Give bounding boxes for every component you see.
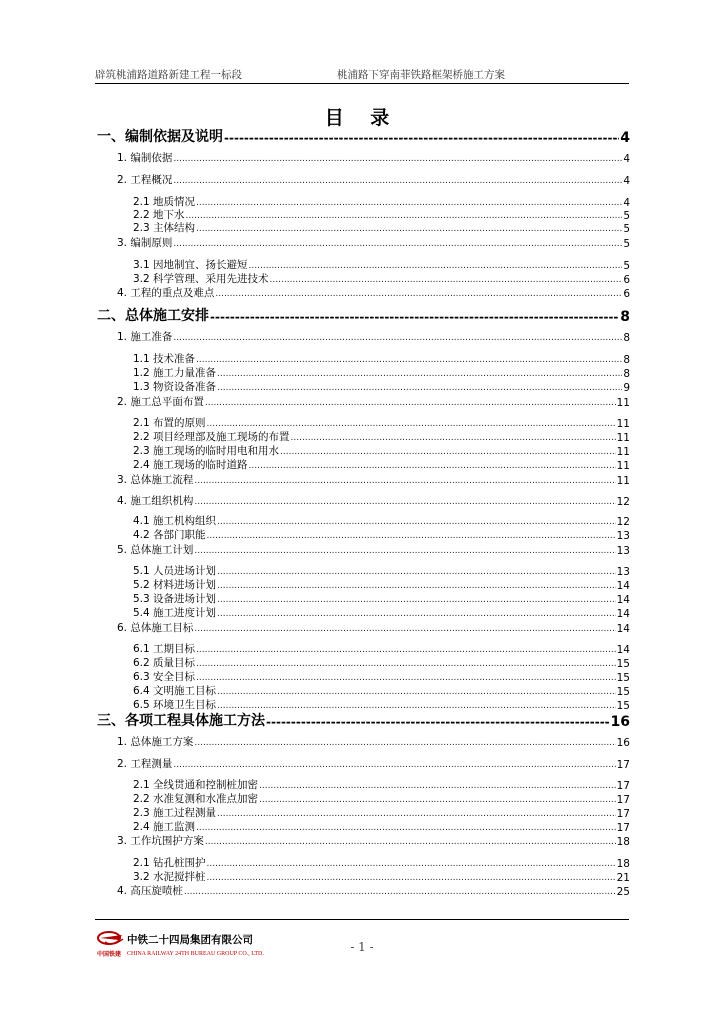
toc-entry-label: 6.2 质量目标	[133, 657, 196, 669]
toc-entry-page-number: 5	[623, 238, 630, 250]
toc-entry-page-number: 17	[616, 822, 630, 834]
toc-entry-level-3[interactable]	[133, 564, 630, 578]
toc-entry-level-2[interactable]	[117, 330, 630, 344]
toc-leader-dots	[249, 261, 623, 272]
toc-entry-level-2[interactable]	[117, 757, 630, 771]
toc-leader-dots	[194, 546, 615, 557]
toc-entry-page-number: 16	[610, 714, 630, 730]
toc-leader-dots	[207, 873, 616, 884]
toc-entry-label: 1.2 施工力量准备	[133, 367, 217, 379]
toc-entry-page-number: 4	[620, 130, 630, 146]
toc-entry-page-number: 17	[616, 780, 630, 792]
toc-leader-dots	[207, 531, 616, 542]
toc-entry-label: 三、各项工程具体施工方法	[97, 713, 265, 729]
toc-leader-dots	[194, 624, 615, 635]
toc-entry-page-number: 4	[623, 175, 630, 187]
toc-entry-level-3[interactable]	[133, 416, 630, 430]
toc-leader-dots	[196, 659, 616, 670]
toc-entry-level-3[interactable]	[133, 444, 630, 458]
page-number: - 1 -	[350, 940, 374, 954]
toc-entry-level-3[interactable]	[133, 856, 630, 870]
toc-leader-dots	[217, 567, 616, 578]
toc-entry-label: 2.4 施工监测	[133, 821, 196, 833]
toc-leader-dots	[194, 497, 615, 508]
toc-entry-page-number: 17	[616, 759, 630, 771]
toc-entry-page-number: 14	[616, 623, 630, 635]
company-english-name: CHINA RAILWAY 24TH BUREAU GROUP CO., LTD.	[127, 951, 264, 957]
toc-entry-level-3[interactable]	[133, 606, 630, 620]
toc-leader-dots	[184, 887, 616, 898]
toc-leader-dots	[259, 795, 616, 806]
toc-entry-label: 3. 工作坑围护方案	[117, 835, 204, 847]
toc-entry-level-2[interactable]	[117, 286, 630, 300]
toc-entry-label: 3. 总体施工流程	[117, 474, 194, 486]
toc-entry-label: 1. 编制依据	[117, 152, 173, 164]
toc-entry-label: 3.1 因地制宜、扬长避短	[133, 259, 248, 271]
toc-leader-dots	[196, 355, 622, 366]
toc-entry-level-2[interactable]	[117, 236, 630, 250]
toc-entry-label: 1. 总体施工方案	[117, 736, 194, 748]
toc-entry-page-number: 15	[616, 658, 630, 670]
toc-entry-page-number: 14	[616, 580, 630, 592]
toc-entry-level-2[interactable]	[117, 884, 630, 898]
toc-entry-label: 6.5 环境卫生目标	[133, 699, 217, 711]
page-header	[95, 64, 629, 84]
toc-entry-page-number: 15	[616, 686, 630, 698]
toc-entry-page-number: 8	[623, 368, 630, 380]
toc-leader-dots	[224, 130, 619, 146]
toc-entry-page-number: 6	[623, 288, 630, 300]
toc-leader-dots	[210, 309, 619, 325]
toc-leader-dots	[196, 224, 622, 235]
toc-entry-label: 5.1 人员进场计划	[133, 565, 217, 577]
toc-leader-dots	[207, 859, 616, 870]
toc-entry-page-number: 9	[623, 382, 630, 394]
toc-entry-page-number: 8	[620, 309, 630, 325]
toc-entry-label: 2.4 施工现场的临时道路	[133, 459, 248, 471]
toc-entry-page-number: 4	[623, 197, 630, 209]
toc-entry-page-number: 12	[616, 516, 630, 528]
toc-leader-dots	[217, 369, 622, 380]
toc-entry-level-3[interactable]	[133, 578, 630, 592]
toc-leader-dots	[270, 275, 623, 286]
toc-entry-page-number: 14	[616, 594, 630, 606]
toc-entry-label: 6.1 工期目标	[133, 643, 196, 655]
toc-entry-label: 2.1 布置的原则	[133, 417, 206, 429]
toc-entry-level-3[interactable]	[133, 430, 630, 444]
toc-entry-page-number: 5	[623, 223, 630, 235]
toc-entry-label: 2.2 地下水	[133, 209, 185, 221]
toc-leader-dots	[173, 176, 622, 187]
toc-entry-level-3[interactable]	[133, 221, 630, 235]
toc-entry-label: 2. 工程概况	[117, 174, 173, 186]
toc-entry-level-3[interactable]	[133, 642, 630, 656]
toc-entry-page-number: 18	[616, 836, 630, 848]
toc-entry-label: 6.4 文明施工目标	[133, 685, 217, 697]
toc-entry-page-number: 15	[616, 672, 630, 684]
toc-entry-label: 3. 编制原则	[117, 237, 173, 249]
toc-entry-label: 3.2 水泥搅拌桩	[133, 871, 206, 883]
toc-entry-label: 4.1 施工机构组织	[133, 515, 217, 527]
toc-entry-level-3[interactable]	[133, 592, 630, 606]
toc-entry-label: 5.4 施工进度计划	[133, 607, 217, 619]
toc-leader-dots	[196, 823, 616, 834]
toc-entry-page-number: 11	[616, 432, 630, 444]
company-name: 中铁二十四局集团有限公司	[127, 934, 253, 946]
toc-entry-page-number: 13	[616, 545, 630, 557]
toc-leader-dots	[217, 581, 616, 592]
toc-entry-label: 4. 施工组织机构	[117, 495, 194, 507]
toc-leader-dots	[280, 447, 616, 458]
toc-leader-dots	[217, 383, 622, 394]
toc-entry-label: 一、编制依据及说明	[97, 129, 223, 145]
toc-entry-level-2[interactable]	[117, 834, 630, 848]
toc-title: 目 录	[324, 107, 400, 129]
toc-entry-level-3[interactable]	[133, 366, 630, 380]
toc-entry-level-1[interactable]	[97, 710, 630, 730]
toc-entry-level-3[interactable]	[133, 458, 630, 472]
toc-entry-label: 5.2 材料进场计划	[133, 579, 217, 591]
toc-entry-page-number: 16	[616, 737, 630, 749]
toc-entry-page-number: 11	[616, 446, 630, 458]
toc-entry-page-number: 18	[616, 858, 630, 870]
toc-leader-dots	[217, 687, 616, 698]
toc-entry-page-number: 12	[616, 496, 630, 508]
toc-entry-level-3[interactable]	[133, 870, 630, 884]
toc-entry-level-3[interactable]	[133, 195, 630, 209]
toc-entry-level-3[interactable]	[133, 352, 630, 366]
toc-entry-page-number: 25	[616, 886, 630, 898]
toc-entry-page-number: 11	[616, 397, 630, 409]
toc-leader-dots	[259, 781, 616, 792]
toc-leader-dots	[196, 645, 616, 656]
toc-entry-level-3[interactable]	[133, 272, 630, 286]
toc-entry-page-number: 14	[616, 608, 630, 620]
toc-entry-page-number: 4	[623, 153, 630, 165]
toc-entry-level-3[interactable]	[133, 258, 630, 272]
toc-entry-level-3[interactable]	[133, 514, 630, 528]
toc-entry-label: 2. 工程测量	[117, 758, 173, 770]
toc-entry-label: 2.3 施工现场的临时用电和用水	[133, 445, 280, 457]
toc-entry-page-number: 14	[616, 644, 630, 656]
toc-entry-label: 2.1 钻孔桩围护	[133, 857, 206, 869]
toc-entry-level-2[interactable]	[117, 395, 630, 409]
toc-leader-dots	[291, 433, 616, 444]
toc-leader-dots	[217, 609, 616, 620]
toc-leader-dots	[217, 809, 616, 820]
toc-entry-label: 2.1 地质情况	[133, 196, 196, 208]
toc-leader-dots	[173, 154, 622, 165]
toc-entry-label: 2. 施工总平面布置	[117, 396, 204, 408]
toc-leader-dots	[194, 738, 615, 749]
toc-entry-level-3[interactable]	[133, 528, 630, 542]
toc-entry-level-2[interactable]	[117, 543, 630, 557]
toc-entry-level-3[interactable]	[133, 380, 630, 394]
toc-entry-level-3[interactable]	[133, 208, 630, 222]
toc-entry-label: 2.2 水准复测和水准点加密	[133, 793, 259, 805]
toc-entry-level-1[interactable]	[97, 305, 630, 325]
toc-entry-label: 1. 施工准备	[117, 331, 173, 343]
toc-entry-label: 5. 总体施工计划	[117, 544, 194, 556]
toc-entry-label: 4. 高压旋喷桩	[117, 885, 183, 897]
toc-entry-level-2[interactable]	[117, 735, 630, 749]
toc-entry-label: 1.3 物资设备准备	[133, 381, 217, 393]
toc-leader-dots	[205, 837, 616, 848]
toc-entry-level-3[interactable]	[133, 792, 630, 806]
toc-leader-dots	[217, 595, 616, 606]
toc-entry-level-3[interactable]	[133, 656, 630, 670]
toc-entry-label: 6.3 安全目标	[133, 671, 196, 683]
toc-entry-label: 4. 工程的重点及难点	[117, 287, 215, 299]
header-document-name: 桃浦路下穿南菲铁路框架桥施工方案	[337, 69, 505, 81]
toc-leader-dots	[217, 517, 616, 528]
toc-entry-page-number: 15	[616, 700, 630, 712]
toc-entry-level-3[interactable]	[133, 778, 630, 792]
company-short-name: 中国铁建	[97, 951, 122, 958]
toc-leader-dots	[266, 714, 610, 730]
toc-entry-level-1[interactable]	[97, 126, 630, 146]
toc-entry-page-number: 13	[616, 530, 630, 542]
toc-entry-page-number: 11	[616, 475, 630, 487]
toc-entry-page-number: 17	[616, 808, 630, 820]
toc-entry-level-2[interactable]	[117, 173, 630, 187]
toc-entry-page-number: 8	[623, 354, 630, 366]
toc-entry-level-2[interactable]	[117, 473, 630, 487]
toc-leader-dots	[196, 673, 616, 684]
toc-entry-page-number: 17	[616, 794, 630, 806]
toc-leader-dots	[194, 476, 615, 487]
toc-entry-label: 1.1 技术准备	[133, 353, 196, 365]
toc-entry-level-2[interactable]	[117, 494, 630, 508]
footer-divider	[95, 919, 629, 920]
toc-leader-dots	[173, 760, 615, 771]
toc-leader-dots	[215, 289, 622, 300]
toc-leader-dots	[173, 239, 622, 250]
toc-entry-page-number: 6	[623, 274, 630, 286]
toc-entry-page-number: 5	[623, 260, 630, 272]
toc-leader-dots	[249, 461, 616, 472]
toc-entry-page-number: 13	[616, 566, 630, 578]
toc-entry-page-number: 11	[616, 460, 630, 472]
toc-entry-page-number: 8	[623, 332, 630, 344]
toc-entry-level-3[interactable]	[133, 684, 630, 698]
toc-entry-level-2[interactable]	[117, 621, 630, 635]
toc-entry-label: 2.3 主体结构	[133, 222, 196, 234]
header-project-name: 辟筑桃浦路道路新建工程一标段	[95, 69, 242, 81]
toc-entry-page-number: 5	[623, 210, 630, 222]
toc-entry-page-number: 21	[616, 872, 630, 884]
toc-entry-label: 4.2 各部门职能	[133, 529, 206, 541]
toc-entry-label: 3.2 科学管理、采用先进技术	[133, 273, 269, 285]
toc-entry-page-number: 11	[616, 418, 630, 430]
toc-entry-label: 2.2 项目经理部及施工现场的布置	[133, 431, 290, 443]
table-of-contents	[0, 124, 724, 904]
toc-entry-label: 2.3 施工过程测量	[133, 807, 217, 819]
toc-entry-label: 5.3 设备进场计划	[133, 593, 217, 605]
toc-entry-level-3[interactable]	[133, 670, 630, 684]
toc-entry-level-2[interactable]	[117, 151, 630, 165]
toc-entry-label: 2.1 全线贯通和控制桩加密	[133, 779, 259, 791]
toc-entry-label: 6. 总体施工目标	[117, 622, 194, 634]
toc-entry-level-3[interactable]	[133, 820, 630, 834]
toc-leader-dots	[205, 398, 616, 409]
toc-entry-level-3[interactable]	[133, 806, 630, 820]
toc-entry-label: 二、总体施工安排	[97, 308, 209, 324]
toc-leader-dots	[173, 333, 622, 344]
